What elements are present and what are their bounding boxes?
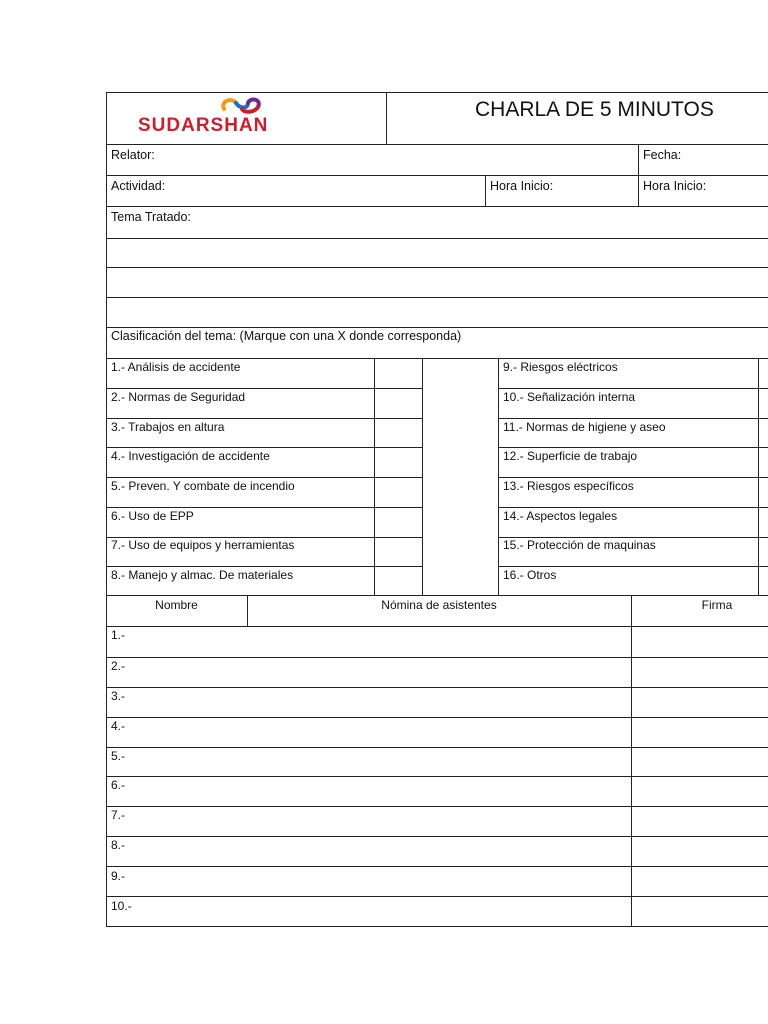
- topic-item-4[interactable]: 4.- Investigación de accidente: [111, 449, 270, 463]
- top-border: [106, 92, 768, 93]
- relator-label[interactable]: Relator:: [111, 148, 155, 162]
- att-row-line: [106, 776, 768, 777]
- bottom-border: [106, 926, 768, 927]
- att-row-line: [106, 626, 768, 627]
- company-logo: [118, 95, 368, 141]
- attendee-row-3[interactable]: 3.-: [111, 689, 126, 703]
- att-row-line: [106, 806, 768, 807]
- att-row-line: [106, 836, 768, 837]
- topic-item-13[interactable]: 13.- Riesgos específicos: [503, 479, 634, 493]
- grid-line: [498, 447, 768, 448]
- topic-item-11[interactable]: 11.- Normas de higiene y aseo: [503, 420, 666, 434]
- att-row-line: [106, 866, 768, 867]
- topic-item-14[interactable]: 14.- Aspectos legales: [503, 509, 618, 523]
- classification-heading: Clasificación del tema: (Marque con una X donde corresponda): [111, 329, 462, 343]
- col-header-firma: Firma: [701, 598, 733, 612]
- grid-line: [498, 477, 768, 478]
- grid-line: [498, 507, 768, 508]
- logo-mark-icon: [218, 95, 270, 115]
- attendee-row-5[interactable]: 5.-: [111, 749, 126, 763]
- topic-item-8[interactable]: 8.- Manejo y almac. De materiales: [111, 568, 294, 582]
- grid-line: [498, 418, 768, 419]
- att-row-line: [106, 687, 768, 688]
- row-line: [106, 144, 768, 145]
- grid-line: [374, 358, 375, 595]
- attendee-row-2[interactable]: 2.-: [111, 659, 126, 673]
- col-line: [638, 144, 639, 206]
- tema-tratado-label[interactable]: Tema Tratado:: [111, 210, 191, 224]
- topic-item-5[interactable]: 5.- Preven. Y combate de incendio: [111, 479, 295, 493]
- logo-text: SUDARSHAN: [138, 115, 269, 136]
- attendee-row-7[interactable]: 7.-: [111, 808, 126, 822]
- fecha-label[interactable]: Fecha:: [643, 148, 682, 162]
- topic-item-7[interactable]: 7.- Uso de equipos y herramientas: [111, 538, 295, 552]
- topic-item-6[interactable]: 6.- Uso de EPP: [111, 509, 194, 523]
- topic-item-3[interactable]: 3.- Trabajos en altura: [111, 420, 225, 434]
- topic-item-1[interactable]: 1.- Análisis de accidente: [111, 360, 241, 374]
- hora-inicio-label-1[interactable]: Hora Inicio:: [490, 179, 554, 193]
- attendee-row-10[interactable]: 10.-: [111, 899, 132, 913]
- grid-line: [422, 358, 423, 595]
- attendee-row-6[interactable]: 6.-: [111, 778, 126, 792]
- col-line: [485, 175, 486, 206]
- row-line: [106, 206, 768, 207]
- row-line: [106, 327, 768, 328]
- row-line: [106, 238, 768, 239]
- att-row-line: [106, 896, 768, 897]
- attendee-row-1[interactable]: 1.-: [111, 628, 126, 642]
- actividad-label[interactable]: Actividad:: [111, 179, 166, 193]
- att-col-line: [631, 595, 632, 926]
- grid-line: [106, 595, 768, 596]
- grid-line: [498, 388, 768, 389]
- left-border: [106, 92, 107, 927]
- grid-line: [498, 358, 499, 595]
- att-row-line: [106, 657, 768, 658]
- topic-item-9[interactable]: 9.- Riesgos eléctricos: [503, 360, 618, 374]
- header-divider: [386, 92, 387, 144]
- hora-inicio-label-2[interactable]: Hora Inicio:: [643, 179, 707, 193]
- attendee-row-9[interactable]: 9.-: [111, 869, 126, 883]
- grid-line: [498, 566, 768, 567]
- topic-item-2[interactable]: 2.- Normas de Seguridad: [111, 390, 246, 404]
- row-line: [106, 175, 768, 176]
- row-line: [106, 267, 768, 268]
- grid-line: [106, 358, 768, 359]
- grid-line: [758, 358, 759, 595]
- topic-item-12[interactable]: 12.- Superficie de trabajo: [503, 449, 638, 463]
- row-line: [106, 297, 768, 298]
- topic-item-10[interactable]: 10.- Señalización interna: [503, 390, 636, 404]
- att-row-line: [106, 717, 768, 718]
- topic-item-15[interactable]: 15.- Protección de maquinas: [503, 538, 656, 552]
- attendee-row-8[interactable]: 8.-: [111, 838, 126, 852]
- col-header-nombre: Nombre: [155, 598, 198, 612]
- col-header-nomina: Nómina de asistentes: [381, 598, 497, 612]
- att-row-line: [106, 747, 768, 748]
- page-title: CHARLA DE 5 MINUTOS: [475, 98, 714, 121]
- topic-item-16[interactable]: 16.- Otros: [503, 568, 557, 582]
- attendee-row-4[interactable]: 4.-: [111, 719, 126, 733]
